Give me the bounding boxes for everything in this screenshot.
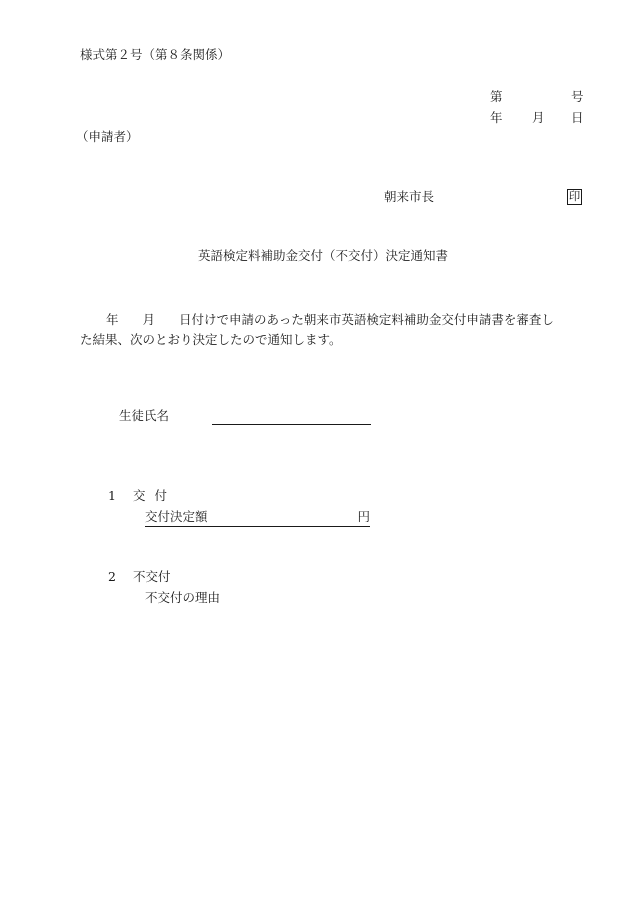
seal-box — [567, 189, 582, 205]
student-name-blank-line — [212, 424, 371, 425]
document-title: 英語検定料補助金交付（不交付）決定通知書 — [198, 248, 449, 263]
applicant-label: （申請者） — [76, 129, 139, 144]
non-grant-reason-label: 不交付の理由 — [145, 590, 221, 605]
date-month-label: 月 — [532, 110, 545, 125]
seal-mark: 印 — [568, 189, 581, 204]
form-number: 様式第２号（第８条関係） — [80, 47, 231, 62]
grant-amount-row — [145, 511, 370, 527]
issuer-name: 朝来市長 — [384, 189, 435, 204]
body-line-1 — [80, 310, 585, 330]
body-line-1-text: 日付けで申請のあった朝来市英語検定料補助金交付申請書を審査し — [179, 312, 554, 327]
grant-amount-unit: 円 — [357, 509, 370, 524]
document-number-suffix: 号 — [571, 89, 584, 104]
document-number-prefix: 第 — [490, 89, 503, 104]
section-1-number: 1 — [108, 488, 116, 503]
date-year-label: 年 — [490, 110, 503, 125]
section-2-title: 不交付 — [133, 569, 171, 584]
date-day-label: 日 — [571, 110, 584, 125]
body-month: 月 — [142, 312, 156, 327]
grant-amount-label: 交付決定額 — [145, 509, 208, 524]
section-1-title: 交付 — [133, 488, 177, 503]
body-paragraph — [80, 310, 585, 350]
body-line-2: た結果、次のとおり決定したので通知します。 — [80, 332, 342, 347]
section-2-number: 2 — [108, 569, 116, 584]
student-name-label: 生徒氏名 — [119, 408, 170, 423]
body-year: 年 — [106, 312, 119, 327]
